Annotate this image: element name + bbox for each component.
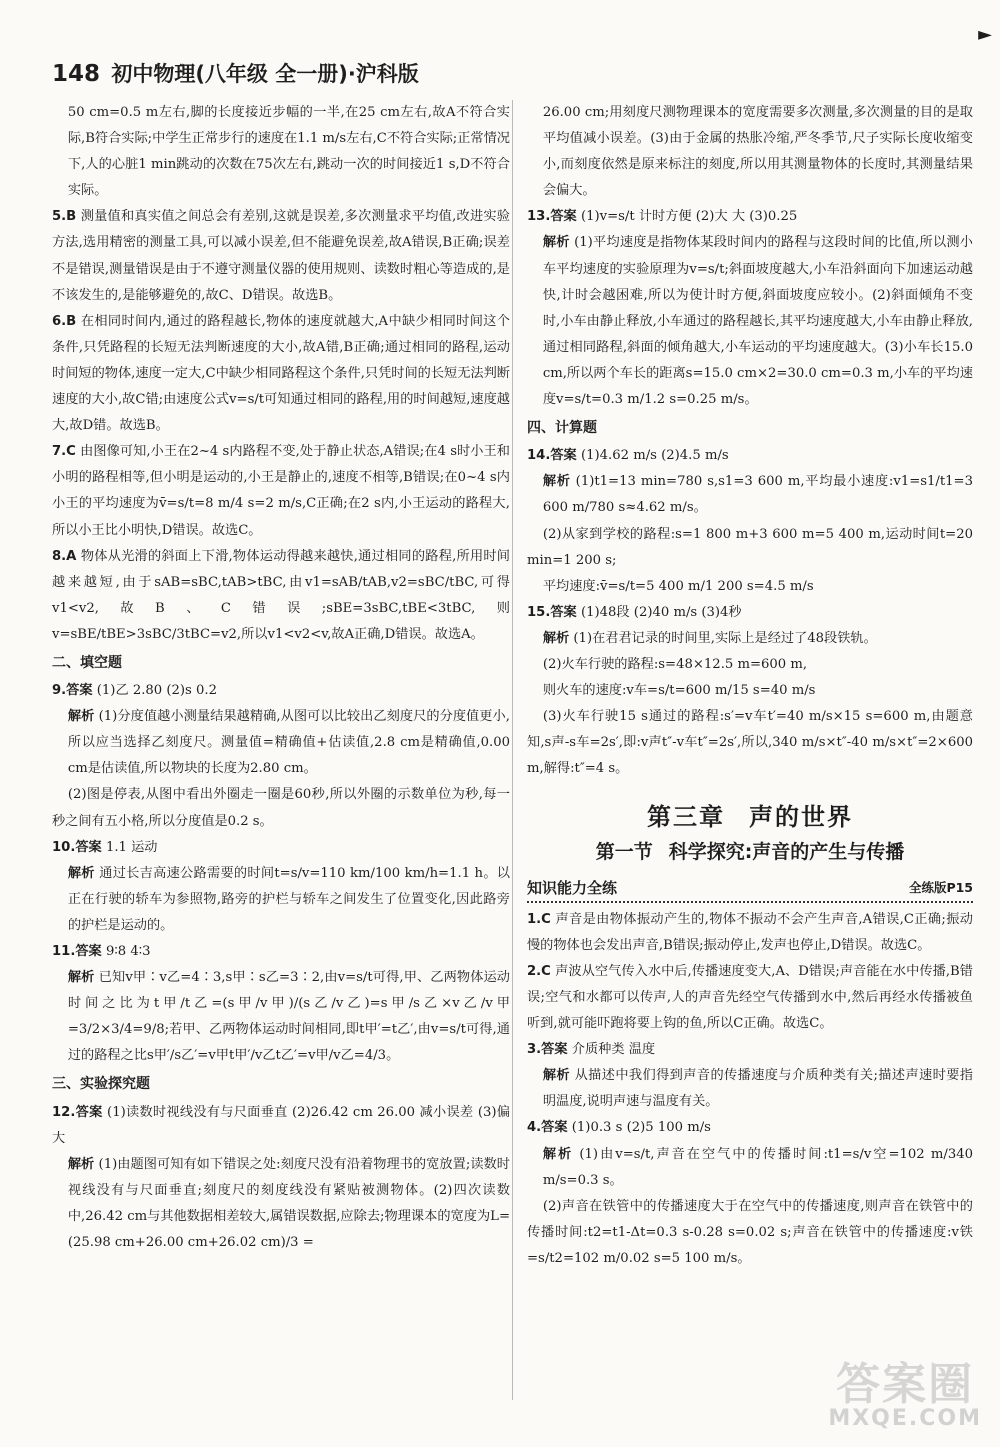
item-text: (1)由题图可知有如下错误之处:刻度尺没有沿着物理书的宽放置;读数时视线没有与尺面垂直;刻度尺的刻度线没有紧贴被测物体。(2)四次读数中,26.42 cm与其他数据相差较大,属错误数据,应除去;物理课本的宽度为L=(25.98 cm+26.00 cm+26.02 cm)/3 =	[67, 1156, 510, 1251]
section-title: 科学探究:声音的产生与传播	[668, 840, 905, 863]
item-text: (1)在君君记录的时间里,实际上是经过了48段铁轨。	[573, 630, 877, 646]
answer-paragraph	[527, 626, 973, 652]
item-label: 解析	[542, 474, 571, 490]
section-label: 四、计算题	[527, 420, 597, 437]
item-label: 7.C	[52, 444, 76, 460]
item-label: 解析	[542, 1146, 574, 1162]
item-text: (1)v=s/t 计时方便 (2)大 大 (3)0.25	[580, 209, 798, 225]
item-label: 8.A	[52, 548, 77, 564]
answer-paragraph	[527, 600, 973, 626]
item-text: 测量值和真实值之间总会有差别,这就是误差,多次测量求平均值,改进实验方法,选用精密的测量工具,可以减小误差,但不能避免误差,故A错误,B正确;误差不是错误,测量错误是由于不遵守测量仪器的使用规则、读数时粗心等造成的,是不该发生的,是能够避免的,故C、D错误。故选B。	[52, 209, 510, 303]
item-label: 12.答案	[52, 1104, 103, 1120]
answer-paragraph	[527, 1037, 973, 1063]
answer-paragraph	[527, 1115, 973, 1141]
chapter-title: 声的世界	[749, 803, 853, 832]
answer-paragraph	[52, 835, 510, 861]
answer-paragraph	[527, 100, 973, 204]
item-text: 声波从空气传入水中后,传播速度变大,A、D错误;声音能在水中传播,B错误;空气和水都可以传声,人的声音先经空气传播到水中,然后再经水传播被鱼听到,就可能吓跑将要上钩的鱼,所以C正确。故选C。	[527, 963, 973, 1032]
item-text: (1)由v=s/t,声音在空气中的传播时间:t1=s/v空=102 m/340 m/s=0.3 s。	[542, 1146, 973, 1188]
answer-paragraph	[527, 443, 973, 469]
item-text: 通过长吉高速公路需要的时间t=s/v=110 km/100 km/h=1.1 h。以正在行驶的轿车为参照物,路旁的护栏与轿车之间发生了位置变化,因此路旁的护栏是运动的。	[67, 865, 510, 933]
item-text: 介质种类 温度	[571, 1042, 656, 1058]
item-text: 物体从光滑的斜面上下滑,物体运动得越来越快,通过相同的路程,所用时间越来越短,由于sAB=sBC,tAB>tBC,由v1=sAB/tAB,v2=sBC/tBC,可得v1<v2,故B、C错误;sBE=3sBC,tBE<3tBC,则v=sBE/tBE>3sBC/3tBC=v2,所以v1<v2<v,故A正确,D错误。故选A。	[52, 548, 510, 642]
answer-paragraph	[527, 678, 973, 704]
chapter-heading	[527, 804, 973, 830]
practice-title: 知识能力全练	[527, 878, 618, 897]
answer-paragraph	[52, 939, 510, 965]
answer-paragraph	[527, 522, 973, 574]
item-label: 13.答案	[527, 209, 577, 225]
page-header	[52, 58, 952, 88]
answer-paragraph	[52, 704, 510, 782]
item-text: 在相同时间内,通过的路程越长,物体的速度就越大,A中缺少相同时间这个条件,只凭路程的长短无法判断速度的大小,故A错,B正确;通过相同的路程,运动时间短的物体,速度一定大,C中缺少相同路程这个条件,只凭时间的长短无法判断速度的大小,故C错;由速度公式v=s/t可知通过相同的路程,用的时间越短,速度越大,故D错。故选B。	[52, 313, 510, 434]
left-column	[52, 100, 510, 1256]
book-title: 初中物理(八年级 全一册)·沪科版	[111, 62, 419, 86]
item-text: 从描述中我们得到声音的传播速度与介质种类有关;描述声速时要指明温度,说明声速与温度有关。	[542, 1068, 973, 1110]
item-label: 解析	[67, 1156, 95, 1172]
item-text: (1)0.3 s (2)5 100 m/s	[571, 1120, 711, 1136]
answer-paragraph	[527, 469, 973, 521]
item-text: 则火车的速度:v车=s/t=600 m/15 s=40 m/s	[542, 683, 816, 699]
answer-paragraph	[52, 1100, 510, 1152]
answer-paragraph	[52, 861, 510, 939]
answer-paragraph	[527, 1194, 973, 1272]
item-text: 1.1 运动	[105, 839, 158, 855]
watermark	[828, 1348, 982, 1431]
right-answer-flow	[527, 100, 973, 782]
corner-mark: ►	[978, 24, 992, 45]
item-text: 已知v甲∶v乙=4∶3,s甲∶s乙=3∶2,由v=s/t可得,甲、乙两物体运动时间之比为t甲/t乙=(s甲/v甲)/(s乙/v乙)=s甲/s乙×v乙/v甲=3/2×3/4=9/8;若甲、乙两物体运动时间相同,即t甲′=t乙′,由v=s/t可得,通过的路程之比s甲′/s乙′=v甲t甲′/v乙t乙′=v甲/v乙=4/3。	[67, 970, 510, 1064]
item-label: 9.答案	[52, 683, 93, 699]
item-text: (1)4.62 m/s (2)4.5 m/s	[580, 448, 729, 464]
item-text: (3)火车行驶15 s通过的路程:s′=v车t′=40 m/s×15 s=600 m,由题意知,s声-s车=2s′,即:v声t″-v车t″=2s′,所以,340 m/s×t″-40 m/s×t″=2×600 m,解得:t″=4 s。	[527, 709, 973, 777]
item-label: 解析	[542, 630, 570, 646]
answer-paragraph	[52, 1152, 510, 1256]
answer-paragraph	[52, 439, 510, 543]
practice-ref: 全练版P15	[908, 879, 973, 895]
item-text: (1)48段 (2)40 m/s (3)4秒	[580, 604, 742, 620]
item-label: 2.C	[527, 963, 551, 979]
item-label: 解析	[67, 970, 95, 986]
answer-paragraph	[52, 544, 510, 648]
item-text: 由图像可知,小王在2~4 s内路程不变,处于静止状态,A错误;在4 s时小王和小明的路程相等,但小明是运动的,小王是静止的,速度不相等,B错误;在0~4 s内小王的平均速度为v̄=s/t=8 m/4 s=2 m/s,C正确;在2 s内,小王运动的路程大,所以小王比小明快,D错误。故选C。	[52, 444, 510, 538]
item-text: 9∶8 4∶3	[105, 944, 151, 959]
answer-paragraph	[527, 204, 973, 230]
answer-paragraph	[527, 704, 973, 782]
item-label: 1.C	[527, 911, 551, 927]
answer-paragraph	[527, 907, 973, 959]
right-column	[527, 100, 973, 1272]
answer-paragraph	[527, 652, 973, 678]
practice-bar	[527, 875, 973, 903]
section-label: 二、填空题	[52, 654, 122, 671]
item-label: 解析	[67, 865, 95, 881]
right-answer-flow-2	[527, 907, 973, 1272]
column-divider	[512, 100, 513, 1400]
item-label: 解析	[542, 235, 570, 251]
answer-paragraph	[52, 309, 510, 439]
item-text: (2)图是停表,从图中看出外圈走一圈是60秒,所以外圈的示数单位为秒,每一秒之间有五小格,所以分度值是0.2 s。	[52, 787, 510, 829]
answer-paragraph	[52, 965, 510, 1069]
section-number: 第一节	[595, 840, 653, 863]
answer-paragraph	[527, 959, 973, 1037]
item-text: (2)声音在铁管中的传播速度大于在空气中的传播速度,则声音在铁管中的传播时间:t2=t1-Δt=0.3 s-0.28 s=0.02 s;声音在铁管中的传播速度:v铁=s/t2=102 m/0.02 s=5 100 m/s。	[527, 1198, 973, 1266]
item-label: 3.答案	[527, 1042, 568, 1058]
item-label: 4.答案	[527, 1120, 568, 1136]
item-label: 11.答案	[52, 944, 102, 959]
answer-paragraph	[527, 1142, 973, 1194]
item-text: 50 cm=0.5 m左右,脚的长度接近步幅的一半,在25 cm左右,故A不符合实际,B符合实际;中学生正常步行的速度在1.1 m/s左右,C不符合实际;正常情况下,人的心脏1 min跳动的次数在75次左右,跳动一次的时间接近1 s,D不符合实际。	[67, 105, 510, 199]
page-number: 148	[52, 61, 101, 87]
item-text: (1)读数时视线没有与尺面垂直 (2)26.42 cm 26.00 减小误差 (3)偏大	[52, 1104, 510, 1146]
item-text: (1)平均速度是指物体某段时间内的路程与这段时间的比值,所以测小车平均速度的实验原理为v=s/t;斜面坡度越大,小车沿斜面向下加速运动越快,计时会越困难,所以为使计时方便,斜面坡度应较小。(2)斜面倾角不变时,小车由静止释放,小车通过的路程越长,其平均速度越大,小车由静止释放,通过相同路程,斜面的倾角越大,小车运动的平均速度越大。(3)小车长15.0 cm,所以两个车长的距离s=15.0 cm×2=30.0 cm=0.3 m,小车的平均速度v=s/t=0.3 m/1.2 s=0.25 m/s。	[542, 235, 973, 408]
answer-paragraph	[527, 574, 973, 600]
item-label: 5.B	[52, 209, 77, 225]
answer-paragraph	[527, 1063, 973, 1115]
item-label: 6.B	[52, 313, 77, 329]
item-text: 26.00 cm;用刻度尺测物理课本的宽度需要多次测量,多次测量的目的是取平均值减小误差。(3)由于金属的热胀冷缩,严冬季节,尺子实际长度收缩变小,而刻度依然是原来标注的刻度,所以用其测量物体的长度时,其测量结果会偏大。	[542, 105, 973, 199]
watermark-url: MXQE.COM	[828, 1406, 982, 1431]
chapter-number: 第三章	[647, 803, 725, 832]
answer-paragraph	[527, 230, 973, 413]
item-text: (1)分度值越小测量结果越精确,从图可以比较出乙刻度尺的分度值更小,所以应当选择乙刻度尺。测量值=精确值+估读值,2.8 cm是精确值,0.00 cm是估读值,所以物块的长度为2.80 cm。	[67, 709, 511, 777]
item-text: (2)火车行驶的路程:s=48×12.5 m=600 m,	[542, 656, 808, 672]
watermark-logo: 答案圈	[836, 1359, 975, 1410]
left-answer-flow	[52, 100, 510, 1256]
item-text: (1)乙 2.80 (2)s 0.2	[96, 683, 217, 699]
answer-paragraph	[52, 100, 510, 204]
answer-paragraph	[52, 204, 510, 308]
answer-paragraph	[52, 782, 510, 834]
item-label: 解析	[542, 1068, 570, 1084]
item-text: (2)从家到学校的路程:s=1 800 m+3 600 m=5 400 m,运动时间t=20 min=1 200 s;	[527, 526, 973, 568]
section-heading	[527, 839, 973, 865]
answer-paragraph	[52, 678, 510, 704]
item-label: 15.答案	[527, 604, 577, 620]
item-label: 解析	[67, 709, 95, 725]
item-text: 平均速度:v̄=s/t=5 400 m/1 200 s=4.5 m/s	[542, 578, 814, 594]
item-text: 声音是由物体振动产生的,物体不振动不会产生声音,A错误,C正确;振动慢的物体也会发出声音,B错误;振动停止,发声也停止,D错误。故选C。	[527, 911, 973, 953]
section-label: 三、实验探究题	[52, 1076, 150, 1093]
item-label: 14.答案	[527, 448, 577, 464]
item-label: 10.答案	[52, 839, 102, 855]
item-text: (1)t1=13 min=780 s,s1=3 600 m,平均最小速度:v1=s1/t1=3 600 m/780 s≈4.62 m/s。	[542, 474, 973, 516]
